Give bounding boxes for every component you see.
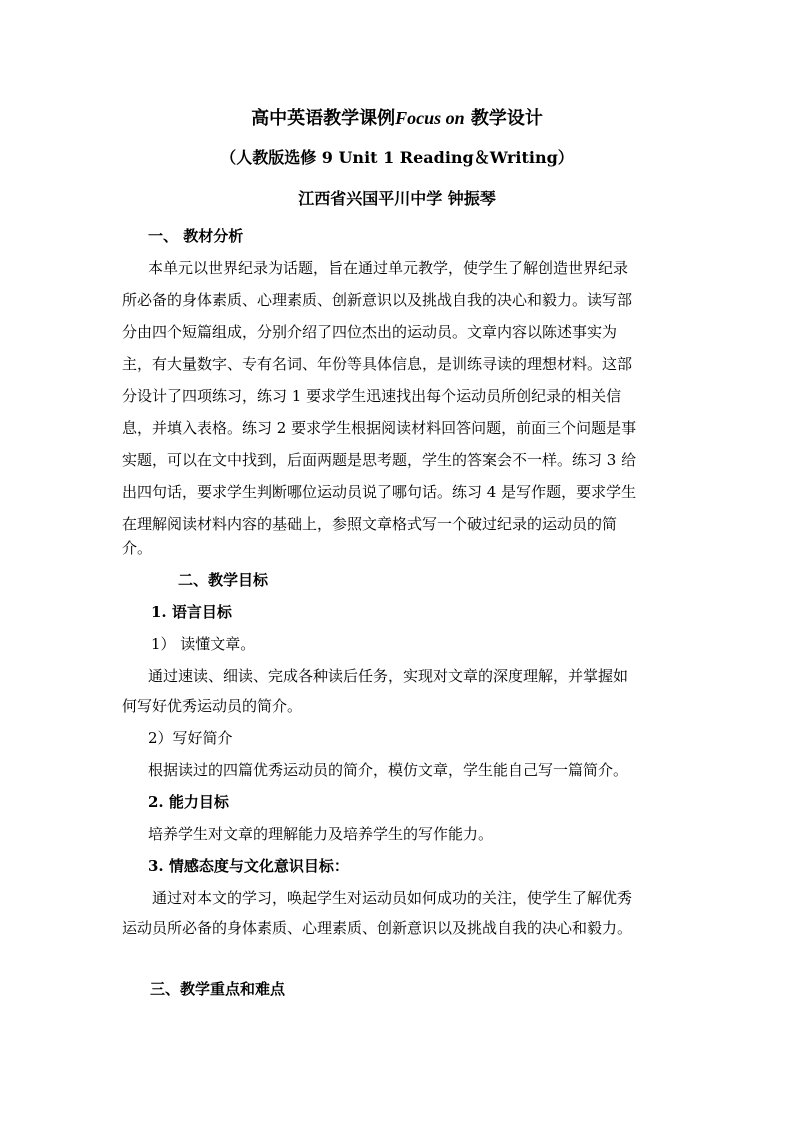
section-1-line: 在理解阅读材料内容的基础上，参照文章格式写一个破过纪录的运动员的简: [122, 515, 618, 533]
goal-2-line: 培养学生对文章的理解能力及培养学生的写作能力。: [148, 825, 494, 843]
author-line: 江西省兴国平川中学 钟振琴: [298, 189, 496, 208]
section-1-line: 息，并填入表格。练习 2 要求学生根据阅读材料回答问题，前面三个问题是事: [122, 419, 637, 437]
goal-1-heading: 1. 语言目标: [151, 603, 232, 621]
section-1-line: 介。: [122, 539, 153, 557]
document-title: [0, 106, 794, 131]
goal-3-line: 运动员所必备的身体素质、心理素质、创新意识以及挑战自我的决心和毅力。: [122, 919, 633, 937]
section-2-heading: 二、教学目标: [178, 571, 269, 589]
goal-3-line: 通过对本文的学习，唤起学生对运动员如何成功的关注，使学生了解优秀: [152, 889, 633, 907]
section-1-line: 分设计了四项练习，练习 1 要求学生迅速找出每个运动员所创纪录的相关信: [122, 387, 622, 405]
goal-1-sub-2-heading: 2）写好简介: [148, 729, 233, 747]
goal-3-heading: 3. 情感态度与文化意识目标：: [148, 857, 349, 875]
section-1-line: 实题，可以在文中找到，后面两题是思考题，学生的答案会不一样。练习 3 给: [122, 451, 637, 469]
section-3-heading: 三、教学重点和难点: [150, 980, 286, 998]
section-1-line: 所必备的身体素质、心理素质、创新意识以及挑战自我的决心和毅力。读写部: [122, 291, 633, 309]
goal-1-sub-1-line: 通过速读、细读、完成各种读后任务，实现对文章的深度理解，并掌握如: [148, 667, 629, 685]
section-1-heading: 一、 教材分析: [148, 227, 244, 245]
goal-1-sub-1-heading: 1） 读懂文章。: [151, 635, 256, 653]
goal-1-sub-2-line: 根据读过的四篇优秀运动员的简介，模仿文章，学生能自己写一篇简介。: [148, 761, 629, 779]
title-part-2: 教学设计: [464, 108, 543, 129]
goal-1-sub-1-line: 何写好优秀运动员的简介。: [122, 697, 303, 715]
document-subtitle: （人教版选修 9 Unit 1 Reading＆Writing）: [220, 148, 574, 167]
section-1-line: 出四句话，要求学生判断哪位运动员说了哪句话。练习 4 是写作题，要求学生: [122, 483, 637, 501]
section-1-line: 分由四个短篇组成，分别介绍了四位杰出的运动员。文章内容以陈述事实为: [122, 323, 618, 341]
title-part-1: 高中英语教学课例: [251, 108, 396, 129]
section-1-line: 本单元以世界纪录为话题，旨在通过单元教学，使学生了解创造世界纪录: [148, 259, 629, 277]
title-italic: Focus on: [395, 108, 465, 128]
goal-2-heading: 2. 能力目标: [148, 793, 229, 811]
section-1-line: 主，有大量数字、专有名词、年份等具体信息，是训练寻读的理想材料。这部: [122, 355, 633, 373]
